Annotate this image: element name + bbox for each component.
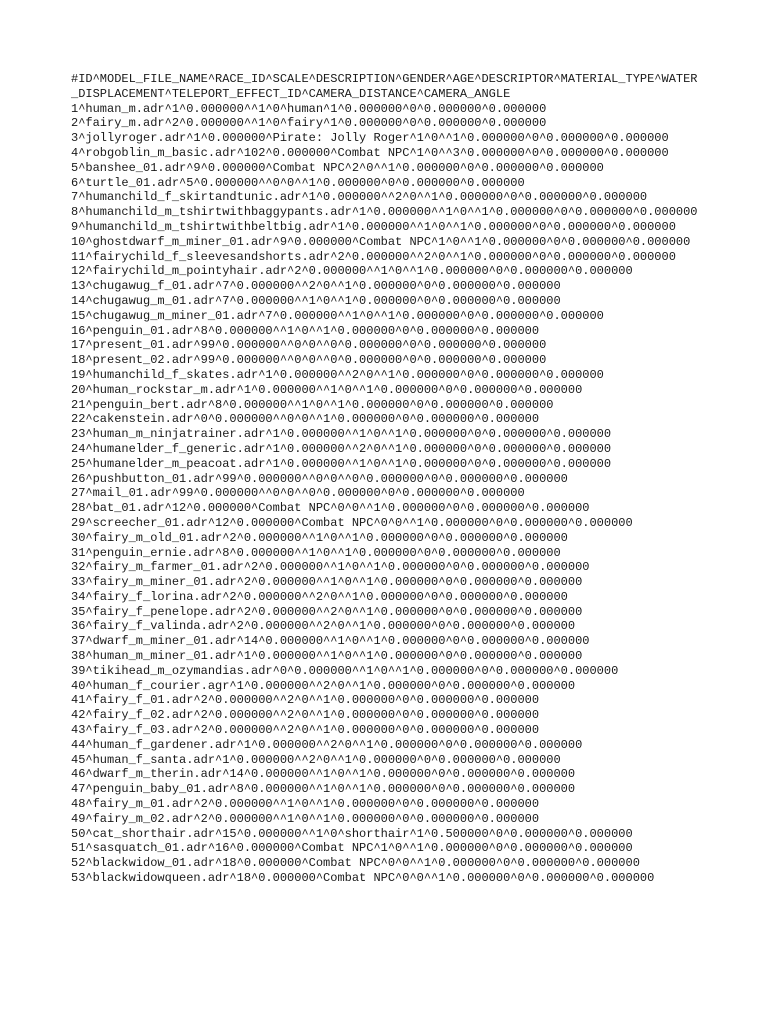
data-line: 9^humanchild_m_tshirtwithbeltbig.adr^1^0.000000^^1^0^^1^0.000000^0^0.000000^0.000000 <box>71 219 676 234</box>
data-line: 20^human_rockstar_m.adr^1^0.000000^^1^0^^1^0.000000^0^0.000000^0.000000 <box>71 382 583 397</box>
data-line: 44^human_f_gardener.adr^1^0.000000^^2^0^^1^0.000000^0^0.000000^0.000000 <box>71 737 583 752</box>
data-line: 21^penguin_bert.adr^8^0.000000^^1^0^^1^0.000000^0^0.000000^0.000000 <box>71 397 554 412</box>
data-line: 2^fairy_m.adr^2^0.000000^^1^0^fairy^1^0.000000^0^0.000000^0.000000 <box>71 116 547 131</box>
data-line: 43^fairy_f_03.adr^2^0.000000^^2^0^^1^0.000000^0^0.000000^0.000000 <box>71 723 540 738</box>
data-line: 17^present_01.adr^99^0.000000^^0^0^^0^0.000000^0^0.000000^0.000000 <box>71 338 547 353</box>
data-line: 49^fairy_m_02.adr^2^0.000000^^1^0^^1^0.000000^0^0.000000^0.000000 <box>71 811 540 826</box>
data-line: 23^human_m_ninjatrainer.adr^1^0.000000^^1^0^^1^0.000000^0^0.000000^0.000000 <box>71 427 612 442</box>
data-line: 19^humanchild_f_skates.adr^1^0.000000^^2^0^^1^0.000000^0^0.000000^0.000000 <box>71 367 604 382</box>
data-line: 27^mail_01.adr^99^0.000000^^0^0^^0^0.000000^0^0.000000^0.000000 <box>71 486 525 501</box>
data-line: 24^humanelder_f_generic.adr^1^0.000000^^2^0^^1^0.000000^0^0.000000^0.000000 <box>71 441 612 456</box>
data-line: 5^banshee_01.adr^9^0.000000^Combat NPC^2^0^^1^0.000000^0^0.000000^0.000000 <box>71 160 604 175</box>
data-line: 52^blackwidow_01.adr^18^0.000000^Combat NPC^0^0^^1^0.000000^0^0.000000^0.000000 <box>71 856 640 871</box>
header-line: #ID^MODEL_FILE_NAME^RACE_ID^SCALE^DESCRIPTION^GENDER^AGE^DESCRIPTOR^MATERIAL_TYPE^WATER_DISPLACEMENT^TELEPORT_EFFECT_ID^CAMERA_DISTANCE^CAMERA_ANGLE <box>71 72 698 101</box>
data-line: 11^fairychild_f_sleevesandshorts.adr^2^0.000000^^2^0^^1^0.000000^0^0.000000^0.000000 <box>71 249 676 264</box>
data-line: 37^dwarf_m_miner_01.adr^14^0.000000^^1^0^^1^0.000000^0^0.000000^0.000000 <box>71 634 590 649</box>
data-line: 47^penguin_baby_01.adr^8^0.000000^^1^0^^1^0.000000^0^0.000000^0.000000 <box>71 782 576 797</box>
data-line: 35^fairy_f_penelope.adr^2^0.000000^^2^0^^1^0.000000^0^0.000000^0.000000 <box>71 604 583 619</box>
data-line: 53^blackwidowqueen.adr^18^0.000000^Combat NPC^0^0^^1^0.000000^0^0.000000^0.000000 <box>71 871 655 886</box>
data-line: 48^fairy_m_01.adr^2^0.000000^^1^0^^1^0.000000^0^0.000000^0.000000 <box>71 797 540 812</box>
data-line: 18^present_02.adr^99^0.000000^^0^0^^0^0.000000^0^0.000000^0.000000 <box>71 353 547 368</box>
data-line: 15^chugawug_m_miner_01.adr^7^0.000000^^1^0^^1^0.000000^0^0.000000^0.000000 <box>71 308 604 323</box>
data-line: 25^humanelder_m_peacoat.adr^1^0.000000^^1^0^^1^0.000000^0^0.000000^0.000000 <box>71 456 612 471</box>
data-line: 30^fairy_m_old_01.adr^2^0.000000^^1^0^^1^0.000000^0^0.000000^0.000000 <box>71 530 568 545</box>
data-line: 22^cakenstein.adr^0^0.000000^^0^0^^1^0.000000^0^0.000000^0.000000 <box>71 412 540 427</box>
data-line: 33^fairy_m_miner_01.adr^2^0.000000^^1^0^^1^0.000000^0^0.000000^0.000000 <box>71 575 583 590</box>
data-line: 45^human_f_santa.adr^1^0.000000^^2^0^^1^0.000000^0^0.000000^0.000000 <box>71 752 561 767</box>
data-line: 42^fairy_f_02.adr^2^0.000000^^2^0^^1^0.000000^0^0.000000^0.000000 <box>71 708 540 723</box>
data-line: 6^turtle_01.adr^5^0.000000^^0^0^^1^0.000000^0^0.000000^0.000000 <box>71 175 525 190</box>
data-line: 7^humanchild_f_skirtandtunic.adr^1^0.000000^^2^0^^1^0.000000^0^0.000000^0.000000 <box>71 190 648 205</box>
data-line: 8^humanchild_m_tshirtwithbaggypants.adr^1^0.000000^^1^0^^1^0.000000^0^0.000000^0.000000 <box>71 205 698 220</box>
data-line: 50^cat_shorthair.adr^15^0.000000^^1^0^shorthair^1^0.500000^0^0.000000^0.000000 <box>71 826 633 841</box>
data-line: 26^pushbutton_01.adr^99^0.000000^^0^0^^0^0.000000^0^0.000000^0.000000 <box>71 471 568 486</box>
document-page <box>71 72 701 886</box>
data-line: 12^fairychild_m_pointyhair.adr^2^0.000000^^1^0^^1^0.000000^0^0.000000^0.000000 <box>71 264 633 279</box>
data-line: 1^human_m.adr^1^0.000000^^1^0^human^1^0.000000^0^0.000000^0.000000 <box>71 101 547 116</box>
data-line: 36^fairy_f_valinda.adr^2^0.000000^^2^0^^1^0.000000^0^0.000000^0.000000 <box>71 619 576 634</box>
data-line: 10^ghostdwarf_m_miner_01.adr^9^0.000000^Combat NPC^1^0^^1^0.000000^0^0.000000^0.000000 <box>71 234 691 249</box>
data-line: 41^fairy_f_01.adr^2^0.000000^^2^0^^1^0.000000^0^0.000000^0.000000 <box>71 693 540 708</box>
data-line: 38^human_m_miner_01.adr^1^0.000000^^1^0^^1^0.000000^0^0.000000^0.000000 <box>71 649 583 664</box>
data-line: 29^screecher_01.adr^12^0.000000^Combat NPC^0^0^^1^0.000000^0^0.000000^0.000000 <box>71 515 633 530</box>
data-line: 16^penguin_01.adr^8^0.000000^^1^0^^1^0.000000^0^0.000000^0.000000 <box>71 323 540 338</box>
data-line: 39^tikihead_m_ozymandias.adr^0^0.000000^^1^0^^1^0.000000^0^0.000000^0.000000 <box>71 663 619 678</box>
data-line: 13^chugawug_f_01.adr^7^0.000000^^2^0^^1^0.000000^0^0.000000^0.000000 <box>71 279 561 294</box>
data-line: 40^human_f_courier.agr^1^0.000000^^2^0^^1^0.000000^0^0.000000^0.000000 <box>71 678 576 693</box>
data-line: 3^jollyroger.adr^1^0.000000^Pirate: Jolly Roger^1^0^^1^0.000000^0^0.000000^0.000000 <box>71 131 669 146</box>
data-line: 4^robgoblin_m_basic.adr^102^0.000000^Combat NPC^1^0^^3^0.000000^0^0.000000^0.000000 <box>71 145 669 160</box>
data-line: 28^bat_01.adr^12^0.000000^Combat NPC^0^0^^1^0.000000^0^0.000000^0.000000 <box>71 501 590 516</box>
data-line: 31^penguin_ernie.adr^8^0.000000^^1^0^^1^0.000000^0^0.000000^0.000000 <box>71 545 561 560</box>
data-line: 14^chugawug_m_01.adr^7^0.000000^^1^0^^1^0.000000^0^0.000000^0.000000 <box>71 293 561 308</box>
data-line: 32^fairy_m_farmer_01.adr^2^0.000000^^1^0^^1^0.000000^0^0.000000^0.000000 <box>71 560 590 575</box>
data-line: 46^dwarf_m_therin.adr^14^0.000000^^1^0^^1^0.000000^0^0.000000^0.000000 <box>71 767 576 782</box>
data-line: 34^fairy_f_lorina.adr^2^0.000000^^2^0^^1^0.000000^0^0.000000^0.000000 <box>71 589 568 604</box>
data-line: 51^sasquatch_01.adr^16^0.000000^Combat NPC^1^0^^1^0.000000^0^0.000000^0.000000 <box>71 841 633 856</box>
